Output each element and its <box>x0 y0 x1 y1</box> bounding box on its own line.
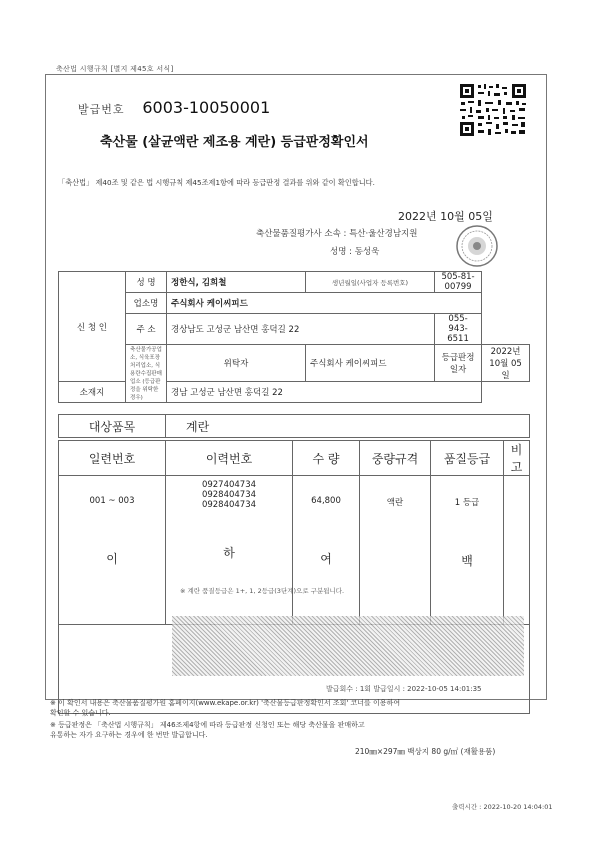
consignor-value: 주식회사 케이씨피드 <box>306 345 435 382</box>
header-remark: 비 고 <box>504 441 530 476</box>
quality-grade-cell <box>431 476 504 625</box>
trust-section-label: 축산물가공업소, 식육포장처리업소, 식용란수집판매업소 (등급판정을 위탁한 경우) <box>126 345 167 403</box>
applicant-table <box>58 271 530 403</box>
footnote-1: ※ 이 확인서 내용은 축산물품질평가원 홈페이지(www.ekape.or.kr) '축산물등급판정확인서 조회' 코너를 이용하여 <box>50 699 401 707</box>
weight-grade-cell: 액란 <box>360 476 431 625</box>
category-table <box>58 414 530 438</box>
quantity-cell <box>293 476 360 625</box>
registration-label: 생년월일(사업자 등록번호) <box>306 272 435 293</box>
address-value: 경상남도 고성군 남산면 홍덕길 22 <box>167 314 435 345</box>
company-label: 업소명 <box>126 293 167 314</box>
document-title: 축산물 (살균액란 제조용 계란) 등급판정확인서 <box>100 135 369 150</box>
company-value: 주식회사 케이씨피드 <box>167 293 482 314</box>
issuing-office: 축산물품질평가사 소속 : 특산·울산경남지원 <box>256 229 418 239</box>
grading-date-label: 등급판정일자 <box>435 345 482 382</box>
footnote-3: ※ 등급판정은 「축산법 시행규칙」 제46조제4항에 따라 등급판정 신청인 또는 해당 축산물을 판매하고 <box>50 721 365 729</box>
quantity-value: 64,800 <box>311 496 341 506</box>
grade-note: ※ 계란 품질등급은 1+, 1, 2등급(3단계)으로 구분됩니다. <box>180 587 345 595</box>
official-seal-icon <box>455 224 499 268</box>
blank-mark-1: 이 <box>106 552 118 566</box>
name-value: 정한식, 김희철 <box>167 272 306 293</box>
intro-text: 「축산법」 제40조 및 같은 법 시행규칙 제45조제1항에 따라 등급판정 결과를 위와 같이 확인합니다. <box>58 178 375 187</box>
header-trace-number: 이력번호 <box>166 441 293 476</box>
header-weight-grade: 중량규격 <box>360 441 431 476</box>
security-pattern <box>172 616 524 676</box>
category-value: 계란 <box>166 415 530 438</box>
blank-mark-4: 백 <box>461 554 473 568</box>
print-info: 발급회수 : 1회 발급일시 : 2022-10-05 14:01:35 <box>326 685 482 693</box>
blank-mark-3: 여 <box>320 552 332 566</box>
registration-number: 505-81-00799 <box>435 272 482 293</box>
form-reference: 축산법 시행규칙 [별지 제45호 서식] <box>56 65 174 73</box>
phone-value: 055-943-6511 <box>435 314 482 345</box>
qr-code-icon <box>458 82 528 138</box>
header-quantity: 수 량 <box>293 441 360 476</box>
name-label: 성 명 <box>126 272 167 293</box>
category-label: 대상품목 <box>59 415 166 438</box>
footnote-2: 확인할 수 있습니다. <box>50 709 111 717</box>
paper-size-note: 210㎜×297㎜ 백상지 80 g/㎡ (재활용품) <box>355 747 496 756</box>
location-label: 소재지 <box>59 382 126 403</box>
trace-number-2: 0928404734 <box>201 490 257 500</box>
applicant-section-label: 신 청 인 <box>59 272 126 382</box>
remark-cell <box>504 476 530 625</box>
trace-number-3: 0928404734 <box>201 500 257 510</box>
issue-number-label: 발급번호 <box>78 103 125 116</box>
header-quality-grade: 품질등급 <box>431 441 504 476</box>
print-time: 출력시간 : 2022-10-20 14:04:01 <box>452 803 553 811</box>
consignor-label: 위탁자 <box>167 345 306 382</box>
issue-number-block <box>78 98 270 117</box>
issue-date: 2022년 10월 05일 <box>398 210 493 223</box>
serial-value: 001 ~ 003 <box>89 496 135 506</box>
footnote-4: 유통하는 자가 요구하는 경우에 한 번만 발급합니다. <box>50 731 208 739</box>
blank-mark-2: 하 <box>223 546 235 560</box>
trace-number-1: 0927404734 <box>201 480 257 490</box>
serial-cell <box>59 476 166 625</box>
header-serial: 일련번호 <box>59 441 166 476</box>
address-label: 주 소 <box>126 314 167 345</box>
issue-number: 6003-10050001 <box>142 98 271 117</box>
location-value: 경남 고성군 남산면 홍덕길 22 <box>167 382 482 403</box>
trace-cell <box>166 476 293 625</box>
grading-date-value: 2022년 10월 05일 <box>482 345 530 382</box>
grader-name: 성명 : 동성욱 <box>330 247 380 257</box>
quality-grade-value: 1 등급 <box>454 498 480 508</box>
